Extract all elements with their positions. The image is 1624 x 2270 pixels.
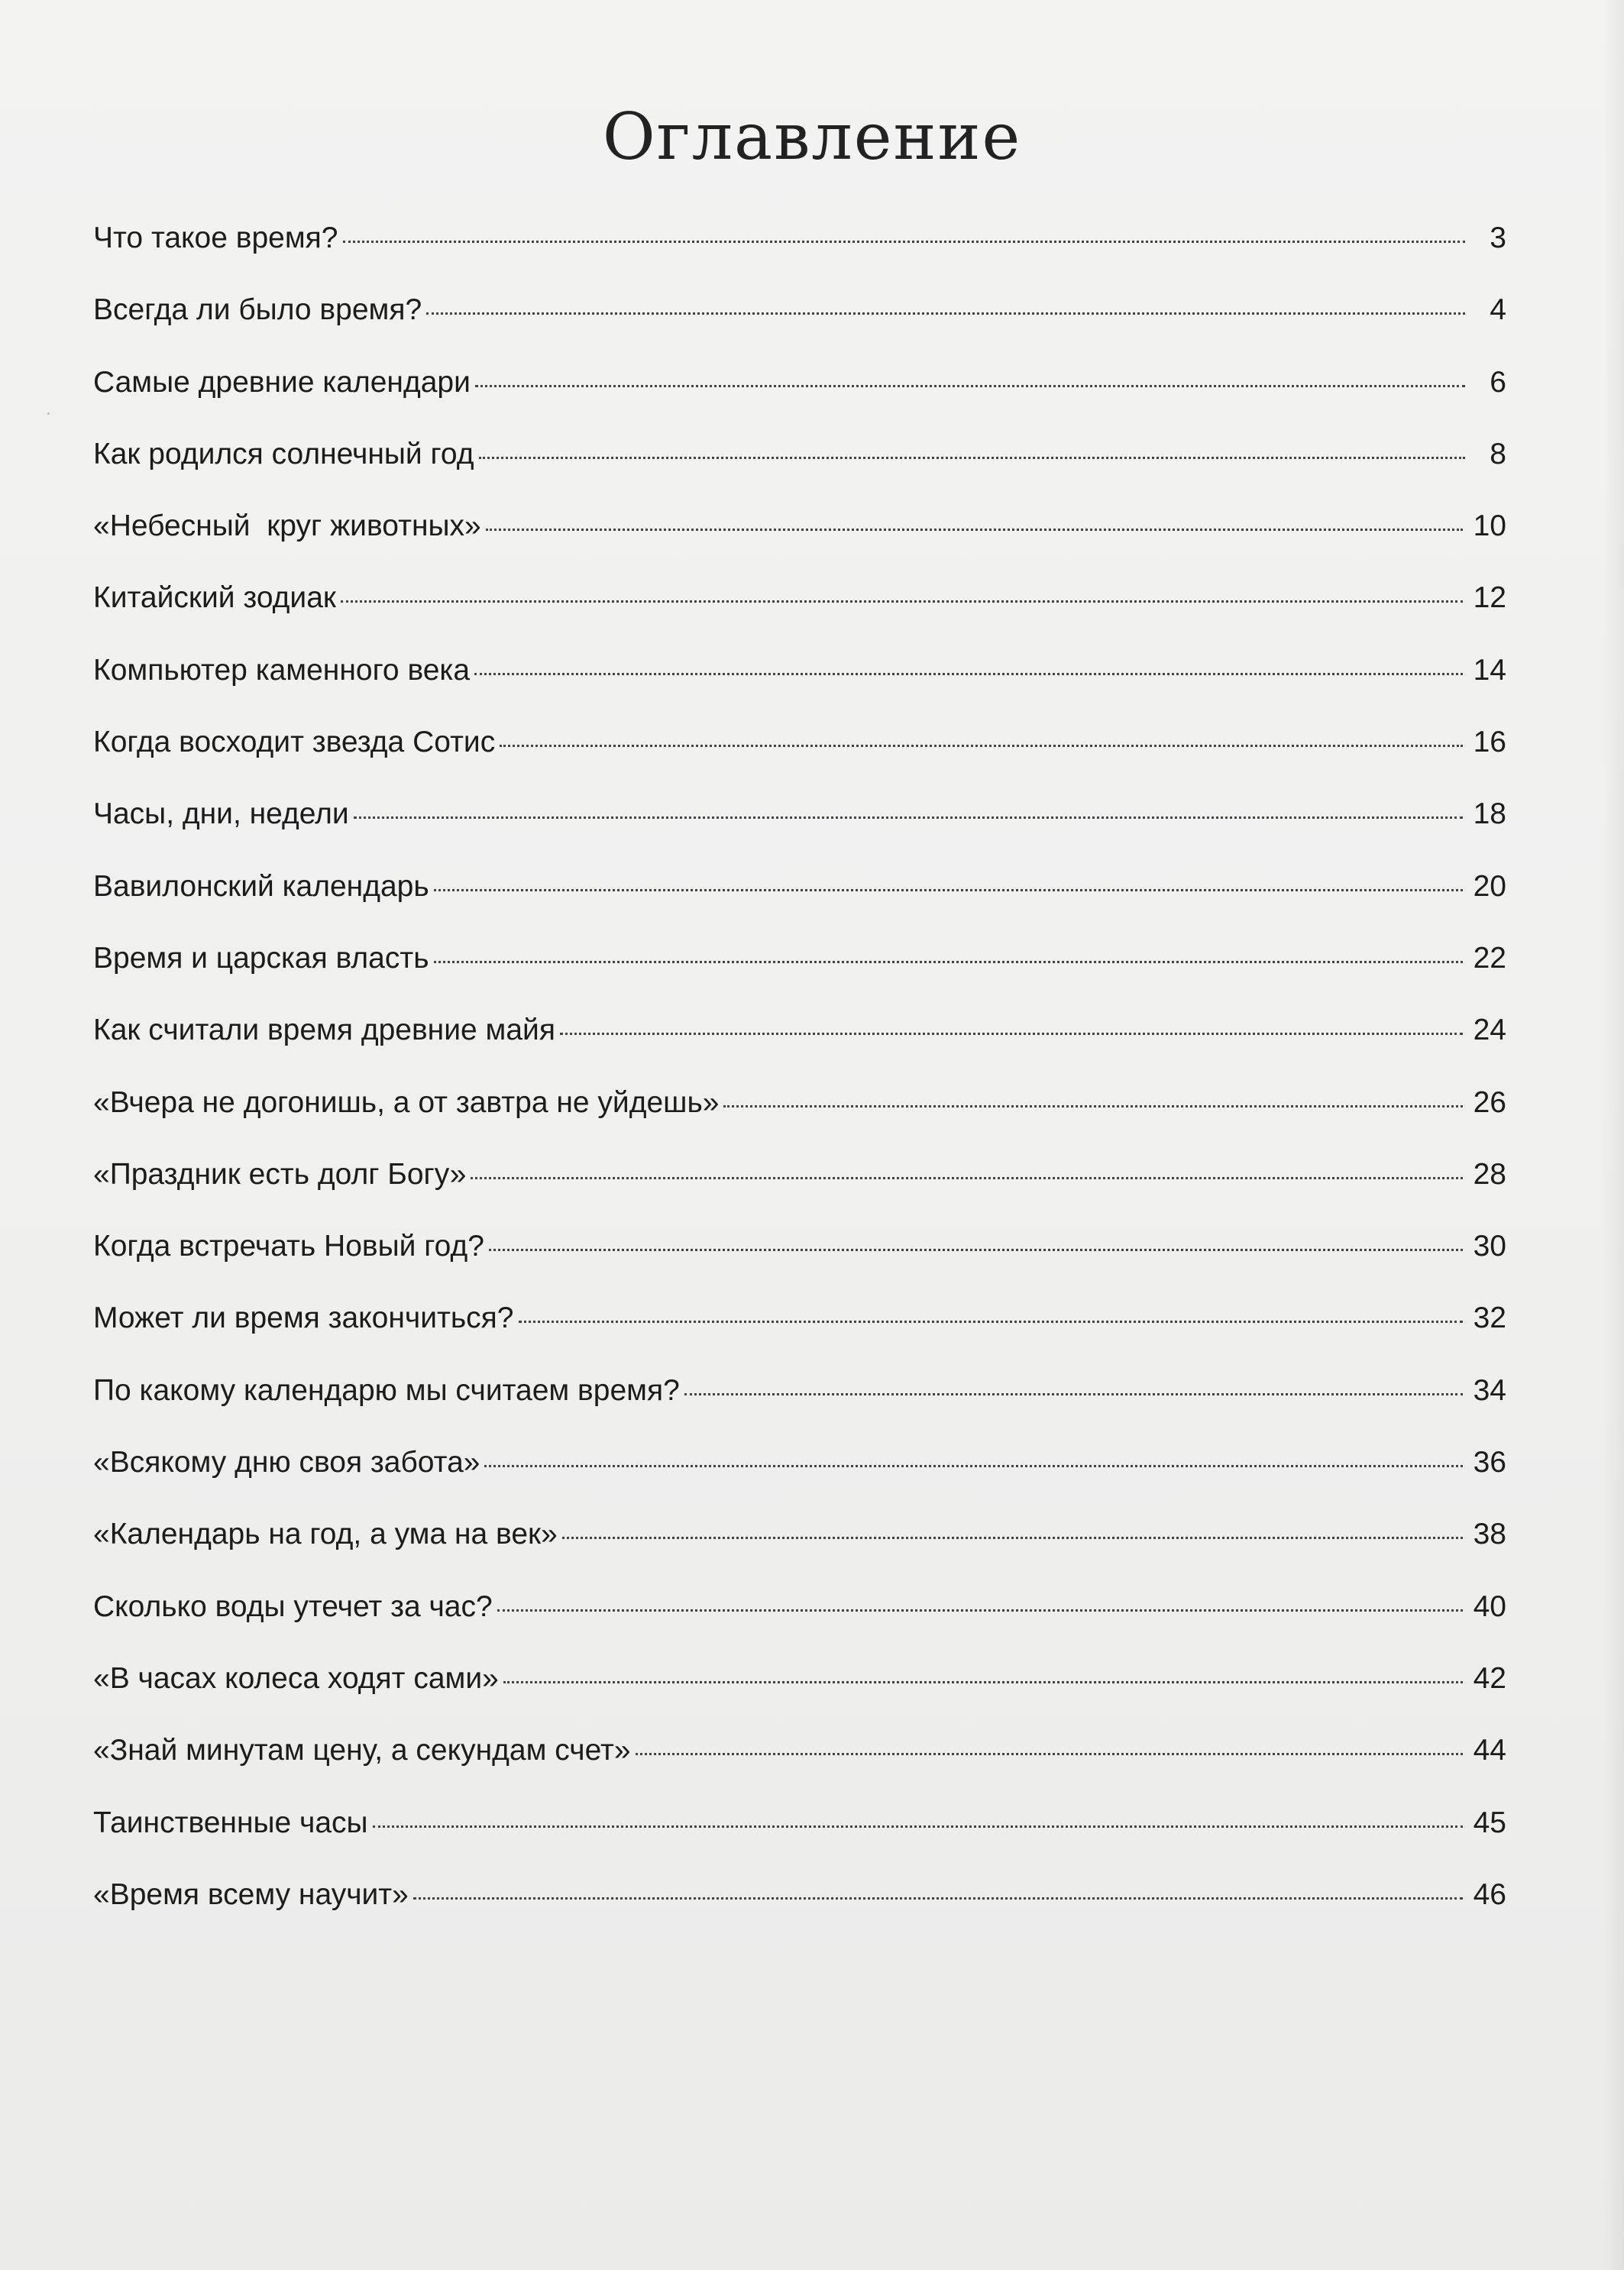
toc-entry [93, 581, 1506, 653]
toc-entry-title: Сколько воды утечет за час? [93, 1589, 493, 1623]
toc-entry-page: 10 [1473, 509, 1506, 543]
toc-entry-page: 44 [1473, 1734, 1506, 1767]
toc-entry [93, 1878, 1506, 1950]
toc-entry-page: 46 [1473, 1877, 1506, 1911]
toc-entry [93, 1302, 1506, 1373]
toc-entry [93, 1374, 1506, 1446]
dot-leader [723, 1105, 1462, 1108]
toc-entry-title: Самые древние календари [93, 365, 471, 399]
dot-leader [519, 1321, 1463, 1323]
toc-entry-page: 22 [1473, 941, 1506, 975]
toc-entry-page: 16 [1473, 726, 1506, 759]
dot-leader [373, 1825, 1463, 1828]
toc-entry [93, 654, 1506, 726]
dot-leader [479, 457, 1465, 459]
toc-entry-title: Как считали время древние майя [93, 1014, 555, 1047]
toc-entry-title: Как родился солнечный год [93, 437, 474, 470]
dot-leader [684, 1393, 1463, 1395]
dot-leader [562, 1537, 1463, 1539]
toc-entry-title: Китайский зодиак [93, 581, 336, 615]
dot-leader [474, 673, 1463, 675]
toc-entry [93, 1518, 1506, 1589]
dot-leader [500, 745, 1462, 747]
dot-leader [434, 961, 1463, 963]
toc-entry-page: 36 [1473, 1446, 1506, 1479]
toc-entry [93, 222, 1506, 293]
dot-leader [489, 1249, 1463, 1251]
dot-leader [636, 1753, 1463, 1755]
toc-entry-title: «Календарь на год, а ума на век» [93, 1518, 558, 1551]
dot-leader [497, 1609, 1463, 1612]
toc-entry-page: 42 [1473, 1661, 1506, 1695]
paper-speck [47, 412, 50, 415]
toc-entry [93, 797, 1506, 869]
toc-entry-title: По какому календарю мы считаем время? [93, 1373, 680, 1407]
dot-leader [486, 529, 1463, 531]
toc-entry [93, 1662, 1506, 1734]
toc-entry-page: 3 [1490, 222, 1506, 254]
toc-entry [93, 509, 1506, 581]
toc-entry-title: Вавилонский календарь [93, 869, 429, 903]
dot-leader [471, 1177, 1462, 1179]
toc-entry-page: 32 [1473, 1302, 1506, 1335]
dot-leader [434, 889, 1463, 891]
toc-entry-page: 18 [1473, 797, 1506, 831]
toc-entry-title: «Небесный круг животных» [93, 509, 481, 543]
dot-leader [560, 1033, 1463, 1035]
toc-entry-title: Компьютер каменного века [93, 653, 471, 687]
toc-entry-title: «Знай минутам цену, а секундам счет» [93, 1734, 631, 1767]
toc-entry [93, 1086, 1506, 1158]
toc-entry-page: 26 [1473, 1085, 1506, 1119]
toc-entry [93, 1806, 1506, 1878]
toc-entry-title: Всегда ли было время? [93, 293, 422, 327]
toc-entry-page: 14 [1473, 653, 1506, 687]
dot-leader [354, 816, 1463, 819]
toc-entry-title: Часы, дни, недели [93, 797, 349, 831]
toc-entry-title: «В часах колеса ходят сами» [93, 1661, 499, 1695]
toc-entry [93, 1230, 1506, 1302]
dot-leader [503, 1681, 1463, 1683]
toc-entry [93, 1158, 1506, 1230]
toc-entry-title: «Время всему научит» [93, 1877, 409, 1911]
toc-entry-page: 30 [1473, 1230, 1506, 1263]
toc-entry [93, 870, 1506, 942]
toc-entry [93, 438, 1506, 509]
toc-entry-title: Когда восходит звезда Сотис [93, 726, 496, 759]
toc-entry-title: Таинственные часы [93, 1806, 368, 1839]
toc-entry-title: «Всякому дню своя забота» [93, 1446, 480, 1479]
dot-leader [475, 385, 1465, 387]
toc-entry [93, 366, 1506, 438]
page-title: Оглавление [602, 99, 1022, 174]
toc-entry-title: «Праздник есть долг Богу» [93, 1157, 467, 1191]
toc-entry [93, 726, 1506, 797]
table-of-contents [93, 222, 1506, 1950]
toc-entry [93, 1734, 1506, 1806]
dot-leader [341, 600, 1463, 603]
toc-entry-page: 28 [1473, 1157, 1506, 1191]
toc-entry-page: 4 [1490, 293, 1506, 327]
dot-leader [484, 1465, 1462, 1467]
toc-entry-page: 20 [1473, 869, 1506, 903]
toc-entry-title: Что такое время? [93, 222, 338, 254]
toc-entry-page: 8 [1490, 437, 1506, 470]
toc-entry-page: 12 [1473, 581, 1506, 615]
toc-entry-page: 24 [1473, 1014, 1506, 1047]
toc-entry-title: «Вчера не догонишь, а от завтра не уйдешь» [93, 1085, 720, 1119]
toc-entry-title: Может ли время закончиться? [93, 1302, 514, 1335]
toc-entry [93, 1446, 1506, 1518]
toc-entry-title: Когда встречать Новый год? [93, 1230, 484, 1263]
toc-entry [93, 293, 1506, 365]
toc-entry-page: 34 [1473, 1373, 1506, 1407]
toc-entry-page: 40 [1473, 1589, 1506, 1623]
toc-entry [93, 942, 1506, 1014]
toc-entry [93, 1014, 1506, 1085]
toc-entry-page: 6 [1490, 365, 1506, 399]
toc-entry-title: Время и царская власть [93, 941, 429, 975]
toc-entry-page: 45 [1473, 1806, 1506, 1839]
dot-leader [343, 241, 1466, 243]
toc-entry [93, 1590, 1506, 1662]
dot-leader [426, 312, 1465, 315]
dot-leader [413, 1897, 1463, 1900]
toc-entry-page: 38 [1473, 1518, 1506, 1551]
